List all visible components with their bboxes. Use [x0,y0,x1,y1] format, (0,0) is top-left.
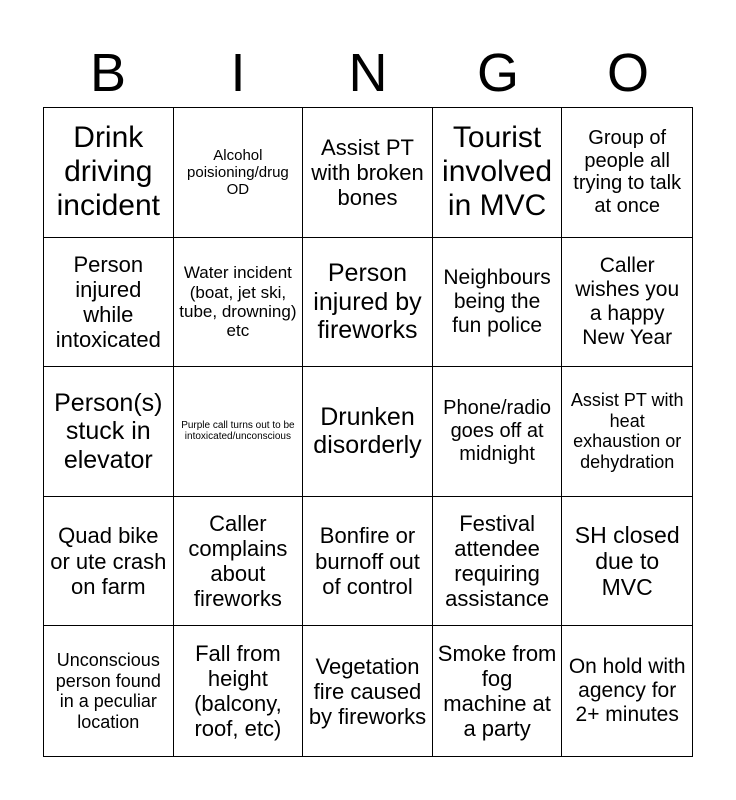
bingo-cell[interactable]: Alcohol poisioning/drug OD [174,108,304,238]
bingo-cell[interactable]: Water incident (boat, jet ski, tube, drowning) etc [174,238,304,368]
bingo-cell[interactable]: Drunken disorderly [303,367,433,497]
bingo-cell[interactable]: Phone/radio goes off at midnight [433,367,563,497]
bingo-cell[interactable]: Group of people all trying to talk at once [562,108,692,238]
bingo-cell[interactable]: Caller complains about fireworks [174,497,304,627]
bingo-cell[interactable]: Assist PT with heat exhaustion or dehydration [562,367,692,497]
bingo-cell[interactable]: Caller wishes you a happy New Year [562,238,692,368]
bingo-cell[interactable]: Neighbours being the fun police [433,238,563,368]
bingo-cell[interactable]: Assist PT with broken bones [303,108,433,238]
header-letter-o: O [606,43,649,103]
bingo-cell[interactable]: On hold with agency for 2+ minutes [568,655,686,727]
bingo-cell[interactable]: Fall from height (balcony, roof, etc) [174,626,304,756]
header-letter-b: B [89,43,127,103]
bingo-cell[interactable]: Bonfire or burnoff out of control [303,497,433,627]
bingo-cell[interactable]: Person injured while intoxicated [44,238,174,368]
bingo-cell[interactable]: SH closed due to MVC [562,497,692,627]
bingo-cell[interactable]: Drink driving incident [44,108,174,238]
header-letter-i: I [230,43,246,103]
bingo-cell[interactable]: Quad bike or ute crash on farm [44,497,174,627]
bingo-cell[interactable]: Person(s) stuck in elevator [44,367,174,497]
bingo-header [43,40,693,106]
bingo-board [43,107,693,757]
bingo-cell[interactable]: Vegetation fire caused by fireworks [303,626,433,756]
bingo-cell[interactable]: Person injured by fireworks [303,238,433,368]
header-letter-g: G [476,43,519,103]
bingo-cell[interactable]: Festival attendee requiring assistance [433,497,563,627]
header-letter-n: N [348,43,388,103]
bingo-cell[interactable]: Tourist involved in MVC [433,108,563,238]
bingo-cell[interactable]: Purple call turns out to be intoxicated/unconscious [174,367,304,497]
bingo-cell[interactable]: Smoke from fog machine at a party [433,626,563,756]
bingo-cell[interactable]: Unconscious person found in a peculiar location [44,626,174,756]
